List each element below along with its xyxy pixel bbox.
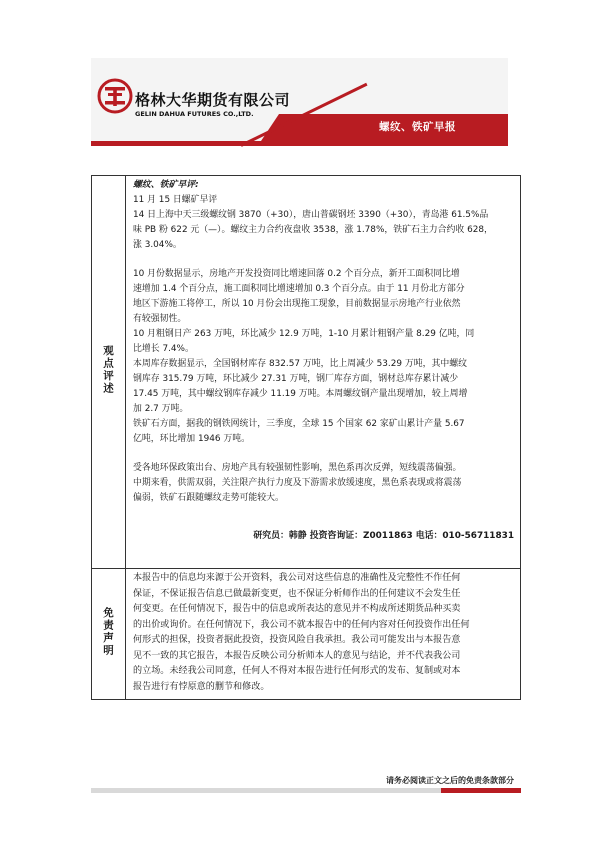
analysis-line: 11 月 15 日螺矿早评 bbox=[133, 195, 218, 205]
disclaimer-line: 报告进行有悖原意的删节和修改。 bbox=[133, 681, 270, 692]
analysis-heading: 螺纹、铁矿早评: bbox=[133, 180, 199, 190]
analysis-line: 加 2.7 万吨。 bbox=[133, 404, 189, 414]
analysis-line: 偏弱，铁矿石跟随螺纹走势可能较大。 bbox=[133, 493, 284, 503]
disclaimer-line: 本报告中的信息均来源于公开资料，我公司对这些信息的准确性及完整性不作任何 bbox=[133, 573, 461, 583]
analysis-line: 速增加 1.4 个百分点，施工面积同比增速增加 0.3 个百分点。由于 11 月份北方部分 bbox=[133, 284, 465, 294]
header-red-band bbox=[91, 141, 508, 146]
analysis-content bbox=[126, 176, 521, 569]
analysis-line: 涨 3.04%。 bbox=[133, 240, 182, 250]
footer-note: 请务必阅读正文之后的免责条款部分 bbox=[386, 776, 514, 785]
analysis-line: 10 月份数据显示，房地产开发投资同比增速回落 0.2 个百分点，新开工面积同比增 bbox=[133, 269, 460, 279]
footer-rule-red bbox=[441, 788, 521, 793]
analysis-line: 味 PB 粉 622 元（—）。螺纹主力合约夜盘收 3538，涨 1.78%，铁矿石主力合约收 628， bbox=[133, 225, 493, 235]
disclaimer-line: 的立场。未经我公司同意，任何人不得对本报告进行任何形式的发布、复制或对本 bbox=[133, 666, 461, 676]
analysis-line: 钢库存 315.79 万吨，环比减少 27.31 万吨，钢厂库存方面，钢材总库存累计减少 bbox=[133, 374, 459, 384]
analysis-line: 17.45 万吨，其中螺纹钢库存减少 11.19 万吨。本周螺纹钢产量出现增加，较上周增 bbox=[133, 389, 468, 399]
company-logo-icon bbox=[97, 78, 133, 114]
analysis-row bbox=[92, 176, 521, 569]
disclaimer-line: 何形式的担保，投资者据此投资，投资风险自我承担。我公司可能发出与本报告意 bbox=[133, 635, 461, 645]
analysis-section-label: 观点评述 bbox=[102, 345, 114, 395]
analysis-line: 本周库存数据显示，全国钢材库存 832.57 万吨，比上周减少 53.29 万吨，其中螺纹 bbox=[133, 359, 467, 369]
disclaimer-label-cell bbox=[92, 569, 126, 700]
footer-rule-grey bbox=[91, 788, 441, 793]
report-title: 螺纹、铁矿早报 bbox=[379, 121, 456, 133]
disclaimer-line: 何变更。在任何情况下，报告中的信息或所表达的意见并不构成所述期货品种买卖 bbox=[133, 604, 461, 614]
disclaimer-line: 见不一致的其它报告，本报告反映公司分析师本人的意见与结论，并不代表我公司 bbox=[133, 650, 461, 661]
disclaimer-content bbox=[126, 569, 521, 700]
company-name-en: GELIN DAHUA FUTURES CO.,LTD. bbox=[135, 110, 254, 118]
analyst-signature: 研究员：韩静 投资咨询证：Z0011863 电话：010-56711831 bbox=[253, 531, 514, 541]
footer-rule bbox=[91, 788, 521, 793]
analysis-label-cell bbox=[92, 176, 126, 569]
disclaimer-line: 保证，不保证报告信息已做最新变更，也不保证分析师作出的任何建议不会发生任 bbox=[133, 588, 461, 599]
analysis-line: 受各地环保政策出台、房地产具有较强韧性影响，黑色系再次反弹，短线震荡偏强。 bbox=[133, 463, 462, 473]
disclaimer-section-label: 免责声明 bbox=[102, 607, 114, 657]
analysis-line: 地区下游施工将停工，所以 10 月份会出现拖工现象，目前数据显示房地产行业依然 bbox=[133, 299, 461, 309]
paragraph-gap bbox=[133, 253, 516, 267]
analysis-line: 铁矿石方面，据我的钢铁网统计，三季度，全球 15 个国家 62 家矿山累计产量 5.67 bbox=[133, 419, 465, 429]
analysis-line: 中期来看，供需双弱，关注限产执行力度及下游需求放缓速度，黑色系表现或将震荡 bbox=[133, 478, 462, 488]
analysis-line: 10 月粗钢日产 263 万吨，环比减少 12.9 万吨，1-10 月累计粗钢产量 8.29 亿吨，同 bbox=[133, 329, 475, 339]
disclaimer-line: 的出价或询价。在任何情况下，我公司不就本报告中的任何内容对任何投资作出任何 bbox=[133, 619, 470, 630]
report-table bbox=[91, 175, 521, 700]
report-header bbox=[91, 58, 508, 146]
paragraph-gap bbox=[133, 447, 516, 461]
disclaimer-row bbox=[92, 569, 521, 700]
analysis-line: 亿吨，环比增加 1946 万吨。 bbox=[133, 434, 250, 444]
company-name-cn: 格林大华期货有限公司 bbox=[135, 91, 291, 109]
analysis-line: 14 日上海中天三级螺纹钢 3870（+30），唐山普碳钢坯 3390（+30），青岛港 61.5%品 bbox=[133, 210, 489, 220]
analysis-line: 比增长 7.4%。 bbox=[133, 344, 194, 354]
analysis-line: 有较强韧性。 bbox=[133, 314, 187, 324]
